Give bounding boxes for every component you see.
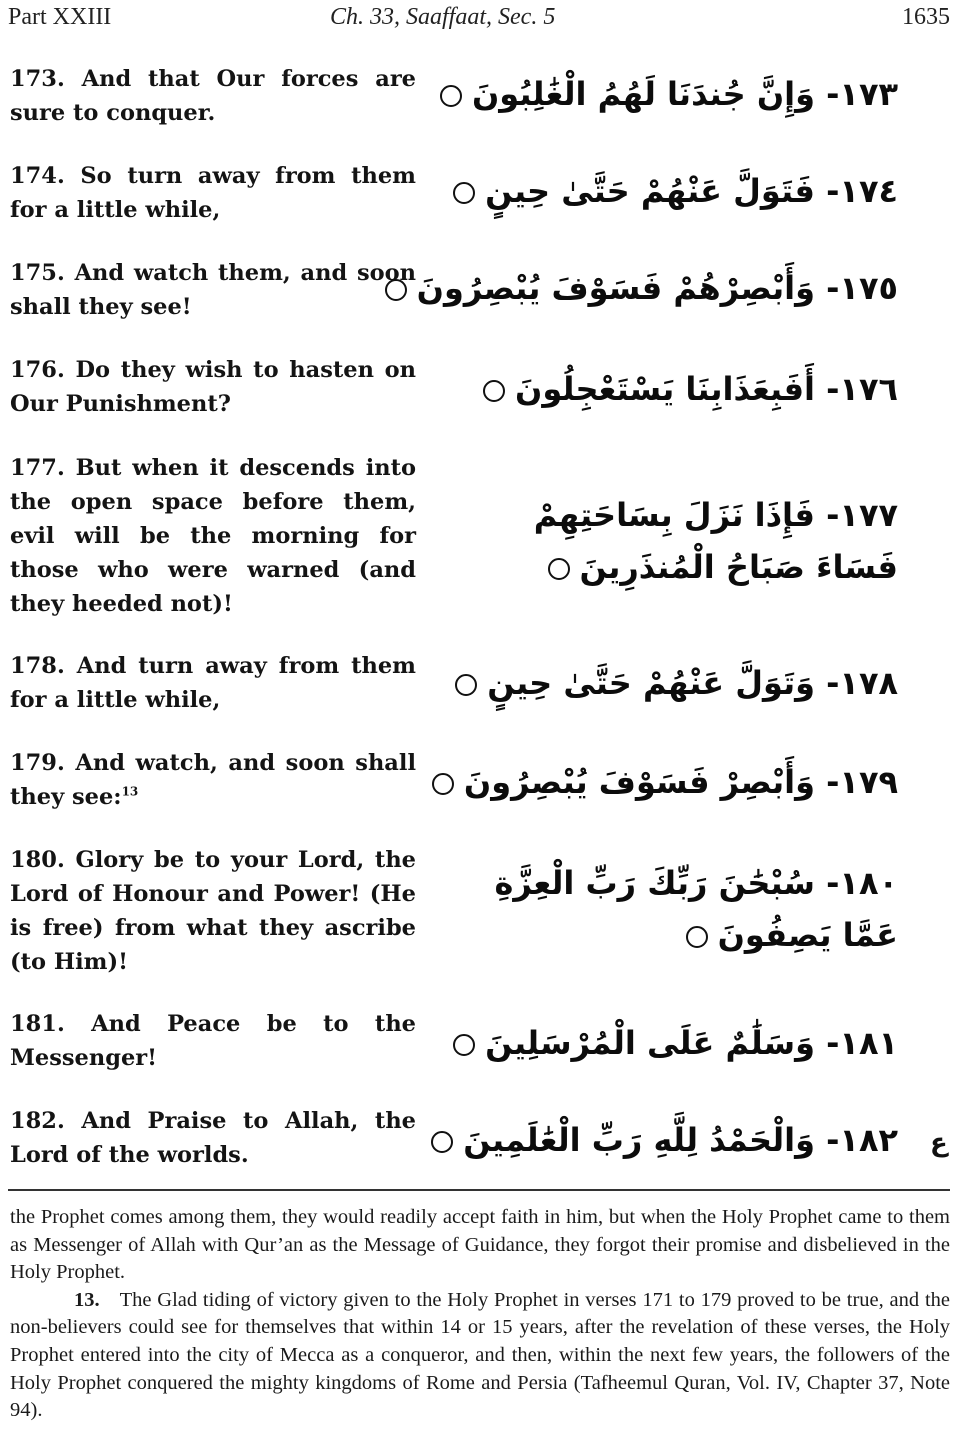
verse-translation	[10, 746, 416, 814]
verse-arabic	[416, 262, 898, 314]
arabic-line: ١٧٧- فَإِذَا نَزَلَ بِسَاحَتِهِمْ	[533, 496, 898, 534]
verse-end-circle-icon	[453, 182, 475, 204]
verse-end-circle-icon	[686, 926, 708, 948]
arabic-line: ١٧٩- وَأَبْصِرْ فَسَوْفَ يُبْصِرُونَ	[463, 763, 898, 801]
verse-arabic	[463, 756, 898, 808]
part-label: Part XXIII	[8, 4, 112, 30]
verse-arabic	[478, 857, 898, 961]
arabic-line: عَمَّا يَصِفُونَ	[717, 916, 898, 954]
verse-end-circle-icon	[440, 85, 462, 107]
arabic-line: ١٧٥- وَأَبْصِرْهُمْ فَسَوْفَ يُبْصِرُونَ	[416, 269, 898, 307]
verse-end-circle-icon	[385, 279, 407, 301]
verse-arabic	[478, 1017, 898, 1069]
verse-translation: 177. But when it descends into the open space before them, evil will be the morning for those who were warned (and they heeded not)!	[10, 455, 416, 617]
verse-translation: 176. Do they wish to hasten on Our Punishment?	[10, 357, 416, 417]
footnote-continuation: the Prophet comes among them, they would readily accept faith in him, but when the Holy Prophet came to them as Messenger of Allah with Qur’an as the Message of Guidance, they forgot their promise and disbelieved in the Holy Prophet.	[10, 1206, 950, 1284]
arabic-line: ١٧٣- وَإِنَّ جُندَنَا لَهُمُ الْغَٰلِبُونَ	[471, 75, 898, 113]
verse-end-circle-icon	[431, 1131, 453, 1153]
page-number: 1635	[902, 4, 950, 30]
verse-arabic	[478, 363, 898, 415]
verse-arabic	[478, 489, 898, 593]
arabic-line: ١٨١- وَسَلَٰمٌ عَلَى الْمُرْسَلِينَ	[485, 1024, 898, 1062]
verse-end-circle-icon	[548, 558, 570, 580]
verse-arabic	[478, 657, 898, 709]
verse-end-circle-icon	[455, 674, 477, 696]
verse-translation: 175. And watch them, and soon shall they see!	[10, 260, 416, 320]
footnote-number: 13.	[74, 1288, 100, 1311]
arabic-line: ١٧٨- وَتَوَلَّ عَنْهُمْ حَتَّىٰ حِينٍ	[487, 664, 898, 702]
verse-arabic	[471, 68, 898, 120]
verse-arabic	[463, 1114, 898, 1166]
verse-translation: 181. And Peace be to the Messenger!	[10, 1011, 416, 1071]
verse-translation: 178. And turn away from them for a little while,	[10, 653, 416, 713]
arabic-line: ١٧٤- فَتَوَلَّ عَنْهُمْ حَتَّىٰ حِينٍ	[485, 172, 898, 210]
verse-end-circle-icon	[453, 1034, 475, 1056]
footnote-text: The Glad tiding of victory given to the Holy Prophet in verses 171 to 179 proved to be true, and the non-believers could see for themselves that within 14 or 15 years, after the revelation of these verses, the Holy Prophet entered into the city of Mecca as a conqueror, and then, within the next few years, the followers of the Holy Prophet conquered the mighty kingdoms of Rome and Persia (Tafheemul Quran, Vol. IV, Chapter 37, Note 94).	[10, 1288, 950, 1422]
footnote-ref: 13	[121, 784, 139, 799]
verse-translation: 180. Glory be to your Lord, the Lord of Honour and Power! (He is free) from what they ascribe (to Him)!	[10, 847, 416, 975]
verse-text: 179. And watch, and soon shall they see:	[10, 750, 416, 810]
verse-translation: 182. And Praise to Allah, the Lord of the worlds.	[10, 1108, 416, 1168]
verse-end-circle-icon	[483, 380, 505, 402]
arabic-line: فَسَاءَ صَبَاحُ الْمُنذَرِينَ	[579, 548, 898, 586]
chapter-label: Ch. 33, Saaffaat, Sec. 5	[330, 4, 556, 30]
page-header	[8, 4, 950, 34]
verse-end-circle-icon	[432, 773, 454, 795]
verse-translation: 174. So turn away from them for a little while,	[10, 163, 416, 223]
footnote-divider	[8, 1189, 950, 1191]
verse-arabic	[478, 165, 898, 217]
arabic-line: ١٨٠- سُبْحَٰنَ رَبِّكَ رَبِّ الْعِزَّةِ	[494, 864, 898, 902]
footnotes	[10, 1204, 950, 1425]
ruku-marker: ع	[930, 1128, 948, 1158]
footnote-13	[10, 1287, 950, 1425]
verse-translation: 173. And that Our forces are sure to conquer.	[10, 66, 416, 126]
arabic-line: ١٨٢- وَالْحَمْدُ لِلَّهِ رَبِّ الْعَٰلَمِينَ	[463, 1121, 898, 1159]
arabic-line: ١٧٦- أَفَبِعَذَابِنَا يَسْتَعْجِلُونَ	[515, 370, 898, 408]
